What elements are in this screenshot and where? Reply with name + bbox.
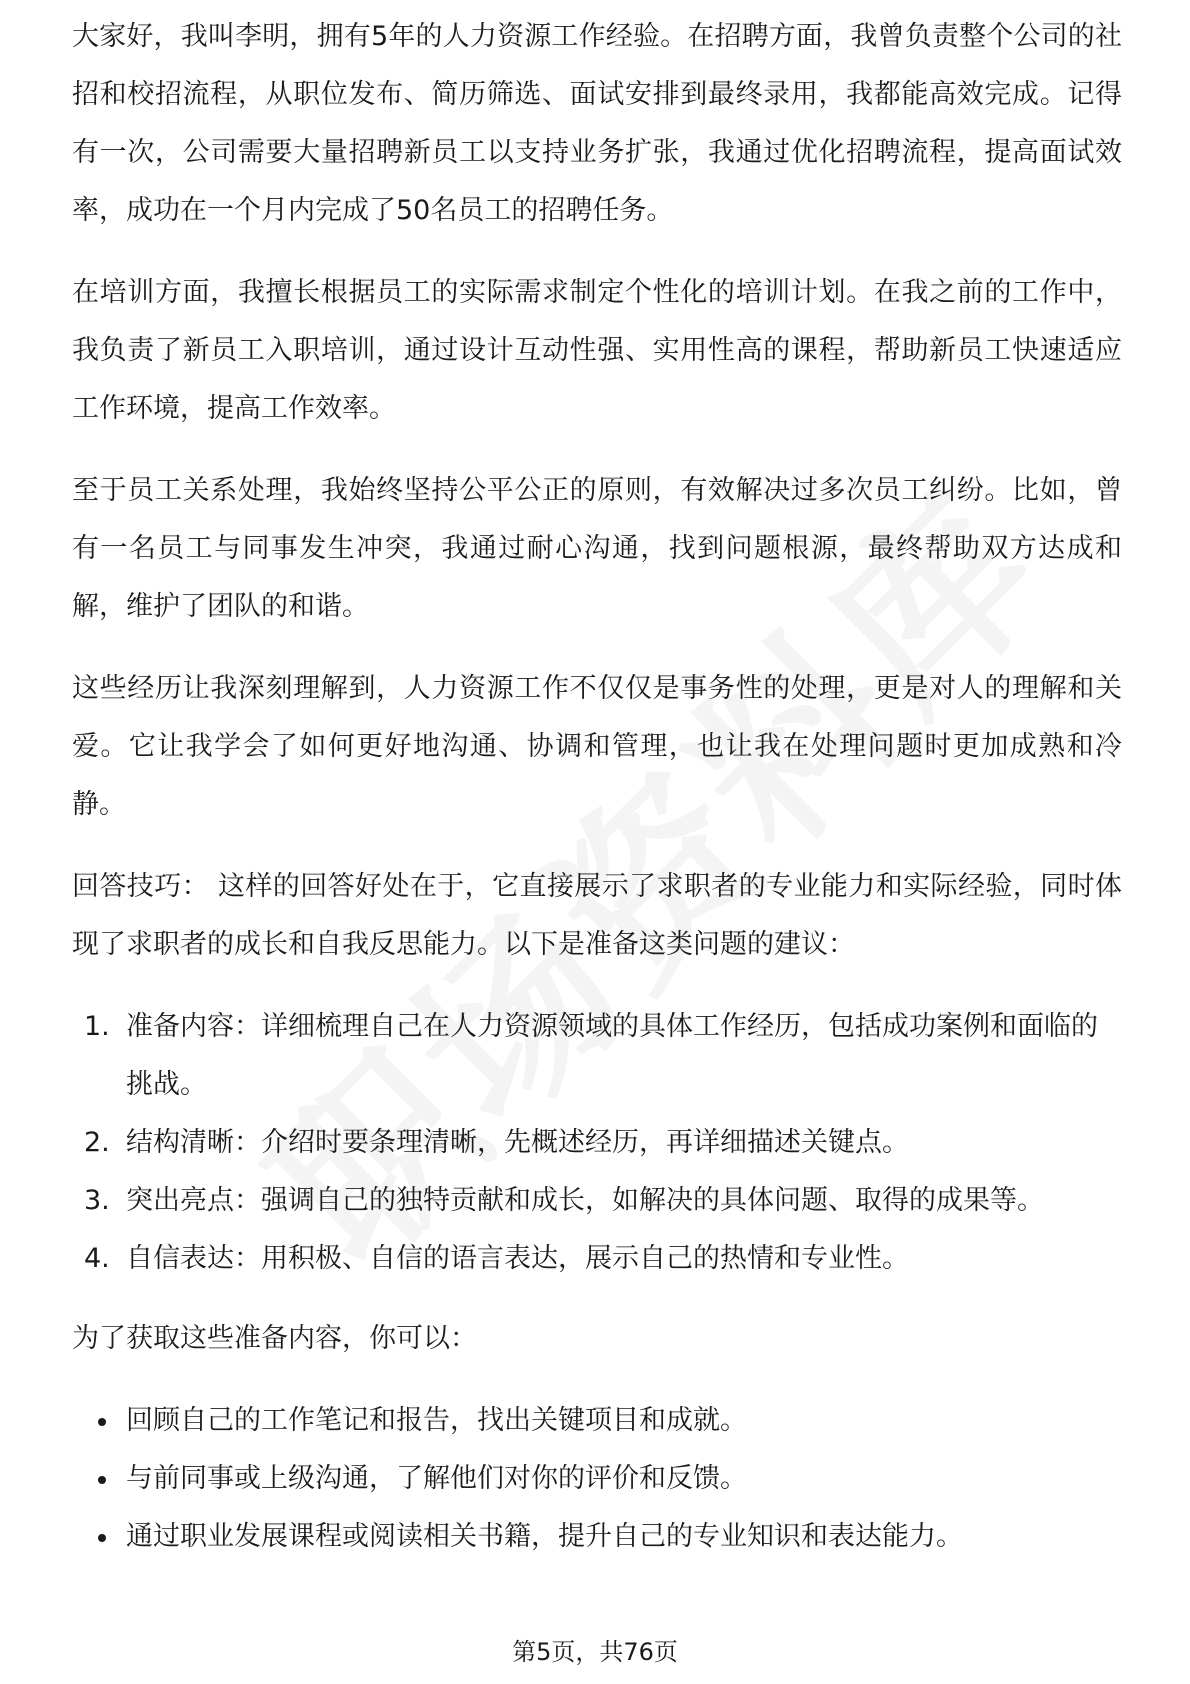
list-item-text: 结构清晰：介绍时要条理清晰，先概述经历，再详细描述关键点。 (126, 1127, 909, 1158)
list-item (72, 1230, 1122, 1288)
bullet-list (72, 1392, 1122, 1566)
list-item-text: 自信表达：用积极、自信的语言表达，展示自己的热情和专业性。 (126, 1243, 909, 1274)
bullet-item-text: 通过职业发展课程或阅读相关书籍，提升自己的专业知识和表达能力。 (126, 1521, 963, 1552)
bullet-item-text: 回顾自己的工作笔记和报告，找出关键项目和成就。 (126, 1405, 747, 1436)
paragraph-training: 在培训方面，我擅长根据员工的实际需求制定个性化的培训计划。在我之前的工作中，我负责了新员工入职培训，通过设计互动性强、实用性高的课程，帮助新员工快速适应工作环境，提高工作效率。 (72, 277, 1122, 424)
page-content (72, 21, 1122, 1588)
page-number-footer: 第5页，共76页 (512, 1638, 678, 1666)
list-number: 3. (84, 1185, 110, 1216)
bullet-item (72, 1508, 1122, 1566)
bullet-dot-icon (98, 1534, 106, 1542)
paragraph-employee-relations: 至于员工关系处理，我始终坚持公平公正的原则，有效解决过多次员工纠纷。比如，曾有一名员工与同事发生冲突，我通过耐心沟通，找到问题根源，最终帮助双方达成和解，维护了团队的和谐。 (72, 475, 1122, 622)
list-item (72, 998, 1122, 1114)
bullet-item (72, 1392, 1122, 1450)
paragraph-intro: 大家好，我叫李明，拥有5年的人力资源工作经验。在招聘方面，我曾负责整个公司的社招和校招流程，从职位发布、简历筛选、面试安排到最终录用，我都能高效完成。记得有一次，公司需要大量招聘新员工以支持业务扩张，我通过优化招聘流程，提高面试效率，成功在一个月内完成了50名员工的招聘任务。 (72, 21, 1122, 226)
list-number: 1. (84, 1011, 110, 1042)
list-item-text: 突出亮点：强调自己的独特贡献和成长，如解决的具体问题、取得的成果等。 (126, 1185, 1044, 1216)
list-item-text: 准备内容：详细梳理自己在人力资源领域的具体工作经历，包括成功案例和面临的挑战。 (126, 1011, 1098, 1100)
ordered-list (72, 998, 1122, 1288)
paragraph-reflection: 这些经历让我深刻理解到，人力资源工作不仅仅是事务性的处理，更是对人的理解和关爱。它让我学会了如何更好地沟通、协调和管理，也让我在处理问题时更加成熟和冷静。 (72, 673, 1122, 820)
paragraph-answer-tips: 回答技巧： 这样的回答好处在于，它直接展示了求职者的专业能力和实际经验，同时体现了求职者的成长和自我反思能力。以下是准备这类问题的建议： (72, 871, 1122, 960)
list-item (72, 1172, 1122, 1230)
bullet-dot-icon (98, 1418, 106, 1426)
paragraph-preparation: 为了获取这些准备内容，你可以： (72, 1323, 477, 1354)
list-item (72, 1114, 1122, 1172)
bullet-item-text: 与前同事或上级沟通，了解他们对你的评价和反馈。 (126, 1463, 747, 1494)
bullet-item (72, 1450, 1122, 1508)
list-number: 2. (84, 1127, 110, 1158)
bullet-dot-icon (98, 1476, 106, 1484)
list-number: 4. (84, 1243, 110, 1274)
